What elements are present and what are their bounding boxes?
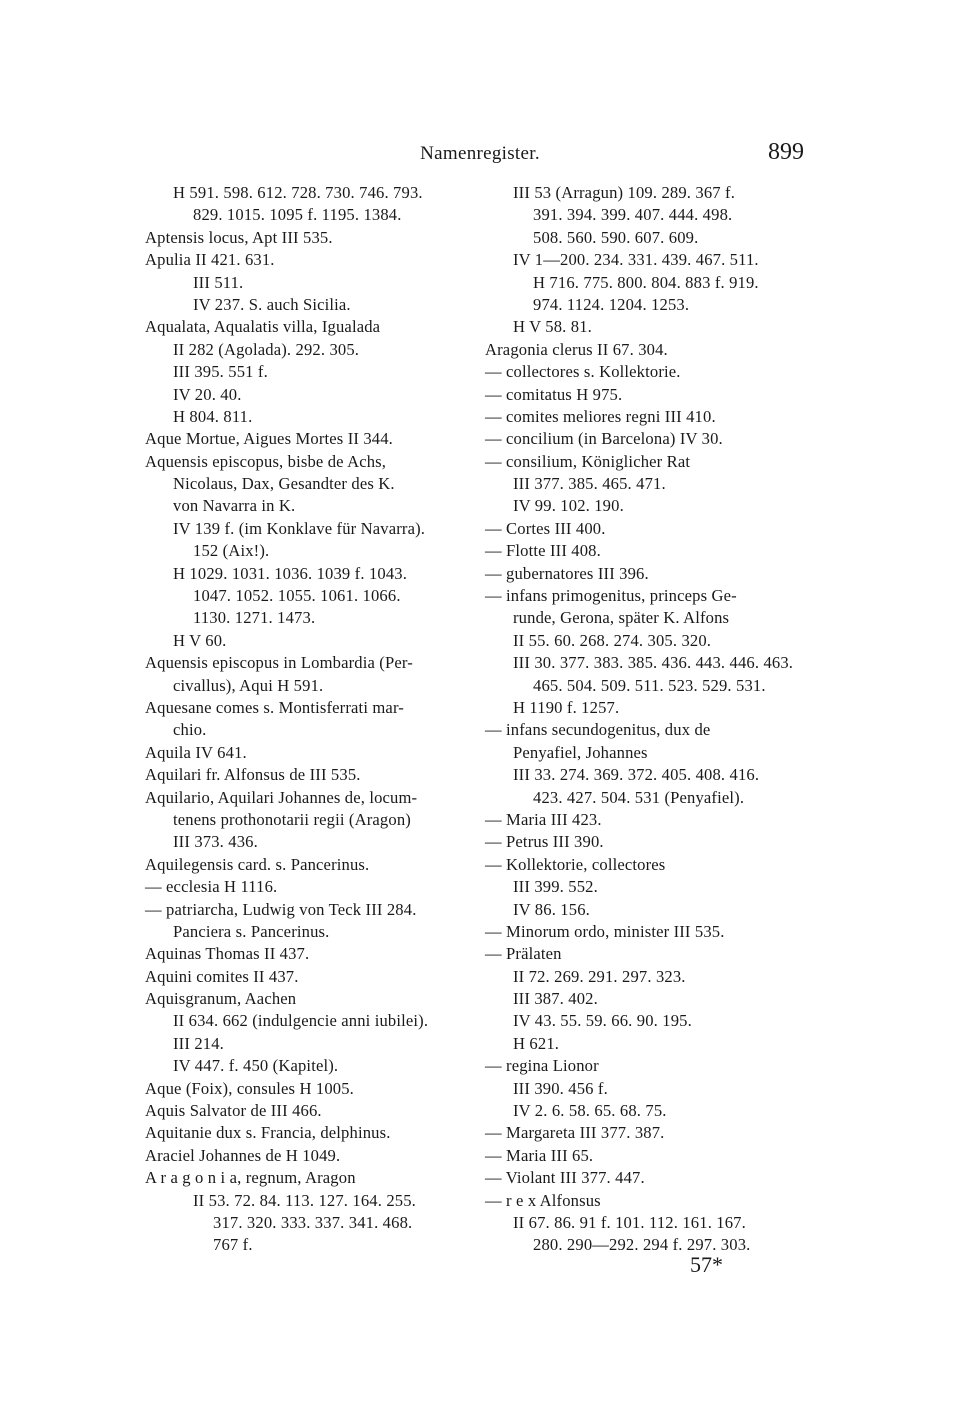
index-entry-line: Aquinas Thomas II 437. (145, 944, 310, 964)
index-entry-line: civallus), Aqui H 591. (173, 675, 324, 695)
index-entry-line: H 716. 775. 800. 804. 883 f. 919. (533, 272, 759, 292)
index-entry-line: IV 43. 55. 59. 66. 90. 195. (513, 1011, 692, 1031)
index-entry-line: IV 237. S. auch Sicilia. (193, 294, 351, 314)
index-entry-line: IV 1—200. 234. 331. 439. 467. 511. (513, 250, 759, 270)
index-entry-line: tenens prothonotarii regii (Aragon) (173, 809, 411, 829)
index-entry-line: — ecclesia H 1116. (145, 877, 278, 897)
index-entry-line: II 53. 72. 84. 113. 127. 164. 255. (193, 1190, 416, 1210)
index-entry-line: IV 2. 6. 58. 65. 68. 75. (513, 1101, 667, 1121)
index-entry-line: 829. 1015. 1095 f. 1195. 1384. (193, 205, 402, 225)
index-entry-line: A r a g o n i a, regnum, Aragon (145, 1168, 356, 1188)
index-entry-line: III 399. 552. (513, 877, 598, 897)
index-entry-line: — concilium (in Barcelona) IV 30. (485, 429, 723, 449)
index-entry-line: — gubernatores III 396. (485, 563, 649, 583)
index-entry-line: — Petrus III 390. (485, 832, 604, 852)
index-entry-line: — comites meliores regni III 410. (485, 406, 716, 426)
index-entry-line: III 214. (173, 1033, 224, 1053)
index-entry-line: III 377. 385. 465. 471. (513, 474, 666, 494)
index-entry-line: IV 447. f. 450 (Kapitel). (173, 1056, 339, 1076)
index-entry-line: IV 86. 156. (513, 899, 590, 919)
index-entry-line: Aquis Salvator de III 466. (145, 1101, 322, 1121)
index-entry-line: IV 139 f. (im Konklave für Navarra). (173, 518, 426, 538)
index-entry-line: Aquini comites II 437. (145, 966, 299, 986)
index-entry-line: — Cortes III 400. (485, 518, 606, 538)
index-entry-line: Panciera s. Pancerinus. (173, 921, 330, 941)
index-entry-line: III 390. 456 f. (513, 1078, 608, 1098)
index-entry-line: IV 20. 40. (173, 384, 242, 404)
index-entry-line: Araciel Johannes de H 1049. (145, 1145, 341, 1165)
index-entry-line: — Kollektorie, collectores (485, 854, 666, 874)
index-entry-line: IV 99. 102. 190. (513, 496, 624, 516)
index-entry-line: Aquitanie dux s. Francia, delphinus. (145, 1123, 391, 1143)
index-entry-line: runde, Gerona, später K. Alfons (513, 608, 730, 628)
index-entry-line: — Maria III 423. (485, 809, 602, 829)
index-entry-line: — Violant III 377. 447. (485, 1168, 645, 1188)
index-entry-line: III 53 (Arragun) 109. 289. 367 f. (513, 183, 735, 202)
index-entry-line: III 387. 402. (513, 989, 598, 1009)
index-entry-line: 1130. 1271. 1473. (193, 608, 316, 628)
index-entry-line: von Navarra in K. (173, 496, 296, 516)
index-entry-line: II 67. 86. 91 f. 101. 112. 161. 167. (513, 1212, 746, 1232)
index-entry-line: 767 f. (213, 1235, 253, 1255)
index-entry-line: Penyafiel, Johannes (513, 742, 648, 762)
index-entry-line: II 282 (Agolada). 292. 305. (173, 339, 360, 359)
index-column-right (485, 182, 810, 1257)
index-entry-line: 508. 560. 590. 607. 609. (533, 227, 699, 247)
index-entry-line: Aquensis episcopus, bisbe de Achs, (145, 451, 387, 471)
index-entry-line: II 55. 60. 268. 274. 305. 320. (513, 630, 712, 650)
index-entry-line: H 804. 811. (173, 406, 253, 426)
running-title: Namenregister. (420, 143, 540, 164)
index-entry-line: 280. 290—292. 294 f. 297. 303. (533, 1235, 751, 1255)
index-entry-line: — Minorum ordo, minister III 535. (485, 921, 725, 941)
index-column-left (145, 182, 475, 1257)
index-entry-line: Aquilegensis card. s. Pancerinus. (145, 854, 370, 874)
index-entry-line: Aquilari fr. Alfonsus de III 535. (145, 765, 361, 785)
index-entry-line: Aquesane comes s. Montisferrati mar- (145, 697, 404, 717)
index-entry-line: II 634. 662 (indulgencie anni iubilei). (173, 1011, 429, 1031)
index-entry-line: — collectores s. Kollektorie. (485, 362, 681, 382)
index-entry-line: Aquila IV 641. (145, 742, 247, 762)
index-entry-line: Apulia II 421. 631. (145, 250, 275, 270)
index-entry-line: — Margareta III 377. 387. (485, 1123, 665, 1143)
index-entry-line: III 33. 274. 369. 372. 405. 408. 416. (513, 765, 760, 785)
index-entry-line: H 1029. 1031. 1036. 1039 f. 1043. (173, 563, 408, 583)
index-entry-line: III 511. (193, 272, 244, 292)
index-entry-line: H 1190 f. 1257. (513, 697, 620, 717)
index-entry-line: — Flotte III 408. (485, 541, 601, 561)
index-entry-line: — infans secundogenitus, dux de (485, 720, 711, 740)
index-entry-line: — consilium, Königlicher Rat (485, 451, 691, 471)
index-entry-line: chio. (173, 720, 207, 740)
index-entry-line: H V 58. 81. (513, 317, 592, 337)
index-entry-line: — comitatus H 975. (485, 384, 623, 404)
index-entry-line: 152 (Aix!). (193, 541, 270, 561)
index-entry-line: 465. 504. 509. 511. 523. 529. 531. (533, 675, 766, 695)
index-entry-line: Aqualata, Aqualatis villa, Igualada (145, 317, 381, 337)
index-entry-line: H 621. (513, 1033, 560, 1053)
index-entry-line: Aquilario, Aquilari Johannes de, locum- (145, 787, 418, 807)
index-entry-line: Aragonia clerus II 67. 304. (485, 339, 668, 359)
index-entry-line: III 373. 436. (173, 832, 258, 852)
index-entry-line: III 30. 377. 383. 385. 436. 443. 446. 463. (513, 653, 794, 673)
page-number: 899 (768, 139, 804, 165)
index-entry-line: Aptensis locus, Apt III 535. (145, 227, 333, 247)
index-entry-line: Nicolaus, Dax, Gesandter des K. (173, 474, 395, 494)
index-entry-line: 974. 1124. 1204. 1253. (533, 294, 690, 314)
index-entry-line: 423. 427. 504. 531 (Penyafiel). (533, 787, 745, 807)
index-entry-line: II 72. 269. 291. 297. 323. (513, 966, 686, 986)
index-entry-line: H V 60. (173, 630, 227, 650)
index-entry-line: III 395. 551 f. (173, 362, 268, 382)
index-entry-line: Aquensis episcopus in Lombardia (Per- (145, 653, 413, 673)
index-entry-line: Aque (Foix), consules H 1005. (145, 1078, 354, 1098)
index-entry-line: Aque Mortue, Aigues Mortes II 344. (145, 429, 393, 449)
index-entry-line: 391. 394. 399. 407. 444. 498. (533, 205, 733, 225)
index-entry-line: — infans primogenitus, princeps Ge- (485, 586, 737, 606)
index-entry-line: Aquisgranum, Aachen (145, 989, 297, 1009)
index-entry-line: — r e x Alfonsus (485, 1190, 601, 1210)
index-entry-line: — Maria III 65. (485, 1145, 594, 1165)
running-head (0, 139, 960, 169)
signature-mark: 57* (690, 1252, 723, 1277)
index-entry-line: — Prälaten (485, 944, 562, 964)
index-entry-line: — regina Lionor (485, 1056, 599, 1076)
index-entry-line: H 591. 598. 612. 728. 730. 746. 793. (173, 183, 423, 202)
index-entry-line: 317. 320. 333. 337. 341. 468. (213, 1212, 413, 1232)
index-entry-line: 1047. 1052. 1055. 1061. 1066. (193, 586, 401, 606)
index-entry-line: — patriarcha, Ludwig von Teck III 284. (145, 899, 417, 919)
